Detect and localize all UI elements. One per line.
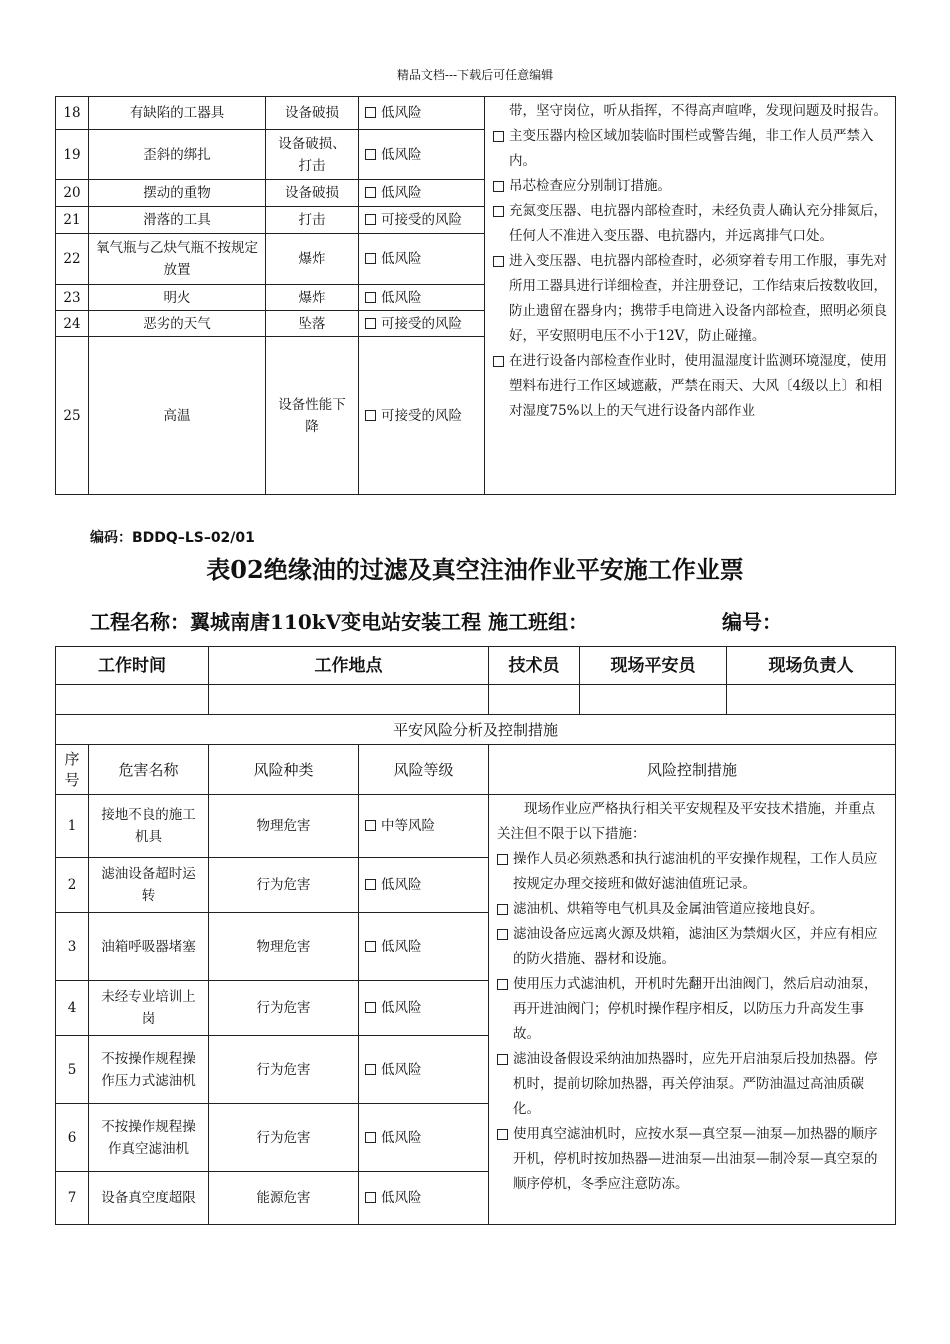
risk-level: 中等风险	[359, 795, 489, 858]
risk-level: 低风险	[359, 1036, 489, 1104]
measure-item: 滤油设备应远离火源及烘箱，滤油区为禁烟火区，并应有相应的防火措施、器材和设施。	[497, 922, 887, 972]
column-header-row	[56, 745, 896, 795]
work-ticket-table	[55, 646, 896, 1225]
checkbox-icon[interactable]	[365, 820, 376, 831]
header-row	[56, 647, 896, 685]
checkbox-icon[interactable]	[365, 410, 376, 421]
hazard-name: 滑落的工具	[89, 207, 266, 234]
row-no: 5	[56, 1036, 89, 1104]
measure-item: 操作人员必须熟悉和执行滤油机的平安操作规程，工作人员应按规定办理交接班和做好滤油值班记录。	[497, 847, 887, 897]
checkbox-icon[interactable]	[497, 1129, 508, 1140]
hazard-name: 滤油设备超时运转	[89, 858, 209, 913]
row-no: 2	[56, 858, 89, 913]
checkbox-icon[interactable]	[365, 318, 376, 329]
project-number-label: 编号：	[722, 610, 782, 634]
risk-level: 低风险	[359, 1104, 489, 1172]
measure-item: 带，坚守岗位，听从指挥，不得高声喧哗，发现问题及时报告。	[509, 103, 887, 119]
control-measures	[485, 97, 896, 495]
risk-level: 低风险	[359, 913, 489, 981]
control-measures	[489, 795, 896, 1225]
row-no: 1	[56, 795, 89, 858]
risk-type: 物理危害	[209, 913, 359, 981]
risk-type: 行为危害	[209, 981, 359, 1036]
col-header-no: 序号	[56, 745, 89, 795]
checkbox-icon[interactable]	[365, 879, 376, 890]
safety-officer-field[interactable]	[580, 685, 727, 715]
col-header-measures: 风险控制措施	[489, 745, 896, 795]
risk-level: 低风险	[359, 858, 489, 913]
header-site-manager: 现场负责人	[727, 647, 896, 685]
risk-type: 行为危害	[209, 1104, 359, 1172]
row-no: 25	[56, 337, 89, 495]
hazard-name: 摆动的重物	[89, 180, 266, 207]
checkbox-icon[interactable]	[493, 131, 504, 142]
row-no: 24	[56, 311, 89, 337]
risk-type: 设备性能下降	[266, 337, 359, 495]
hazard-name: 不按操作规程操作压力式滤油机	[89, 1036, 209, 1104]
hazard-name: 歪斜的绑扎	[89, 130, 266, 180]
hazard-name: 未经专业培训上岗	[89, 981, 209, 1036]
hazard-name: 有缺陷的工器具	[89, 97, 266, 130]
page-title: 表02绝缘油的过滤及真空注油作业平安施工作业票	[206, 555, 744, 584]
risk-level: 可接受的风险	[359, 311, 485, 337]
checkbox-icon[interactable]	[493, 356, 504, 367]
checkbox-icon[interactable]	[493, 181, 504, 192]
row-no: 23	[56, 285, 89, 311]
checkbox-icon[interactable]	[493, 256, 504, 267]
measure-item: 滤油设备假设采纳油加热器时，应先开启油泵后投加热器。停机时，提前切除加热器，再关停油泵。严防油温过高油质碳化。	[497, 1047, 887, 1122]
hazard-name: 油箱呼吸器堵塞	[89, 913, 209, 981]
checkbox-icon[interactable]	[497, 979, 508, 990]
table-row	[56, 97, 896, 130]
risk-level: 可接受的风险	[359, 207, 485, 234]
risk-level: 低风险	[359, 130, 485, 180]
header-safety-officer: 现场平安员	[580, 647, 727, 685]
technician-field[interactable]	[489, 685, 580, 715]
row-no: 22	[56, 234, 89, 285]
hazard-name: 恶劣的天气	[89, 311, 266, 337]
col-header-hazard: 危害名称	[89, 745, 209, 795]
checkbox-icon[interactable]	[365, 292, 376, 303]
header-work-location: 工作地点	[209, 647, 489, 685]
hazard-name: 不按操作规程操作真空滤油机	[89, 1104, 209, 1172]
measure-item: 在进行设备内部检查作业时，使用温湿度计监测环境湿度，使用塑料布进行工作区域遮蔽，严禁在雨天、大风〔4级以上〕和相对湿度75%以上的天气进行设备内部作业	[493, 349, 887, 424]
section-title: 平安风险分析及控制措施	[56, 715, 896, 745]
measure-item: 充氮变压器、电抗器内部检查时，未经负责人确认充分排氮后，任何人不准进入变压器、电抗器内，并远离排气口处。	[493, 199, 887, 249]
table-row	[56, 795, 896, 858]
checkbox-icon[interactable]	[493, 206, 504, 217]
row-no: 19	[56, 130, 89, 180]
col-header-level: 风险等级	[359, 745, 489, 795]
row-no: 4	[56, 981, 89, 1036]
checkbox-icon[interactable]	[365, 187, 376, 198]
project-line: 工程名称：翼城南唐110kV变电站安装工程 施工班组：	[90, 610, 589, 634]
risk-level: 低风险	[359, 97, 485, 130]
risk-type: 爆炸	[266, 285, 359, 311]
checkbox-icon[interactable]	[365, 1064, 376, 1075]
measure-item: 主变压器内检区域加装临时围栏或警告绳，非工作人员严禁入内。	[493, 124, 887, 174]
row-no: 18	[56, 97, 89, 130]
site-manager-field[interactable]	[727, 685, 896, 715]
risk-type: 设备破损	[266, 97, 359, 130]
risk-type: 设备破损	[266, 180, 359, 207]
row-no: 20	[56, 180, 89, 207]
risk-type: 设备破损、打击	[266, 130, 359, 180]
work-time-field[interactable]	[56, 685, 209, 715]
section-row	[56, 715, 896, 745]
measure-item: 使用压力式滤油机，开机时先翻开出油阀门，然后启动油泵，再开进油阀门；停机时操作程序相反，以防压力升高发生事故。	[497, 972, 887, 1047]
checkbox-icon[interactable]	[365, 253, 376, 264]
checkbox-icon[interactable]	[365, 1192, 376, 1203]
risk-type: 爆炸	[266, 234, 359, 285]
risk-type: 打击	[266, 207, 359, 234]
risk-level: 可接受的风险	[359, 337, 485, 495]
checkbox-icon[interactable]	[497, 929, 508, 940]
risk-level: 低风险	[359, 1172, 489, 1225]
row-no: 6	[56, 1104, 89, 1172]
document-code: 编码：BDDQ–LS–02/01	[90, 530, 255, 546]
checkbox-icon[interactable]	[365, 149, 376, 160]
risk-type: 能源危害	[209, 1172, 359, 1225]
risk-table-continued	[55, 96, 896, 495]
risk-type: 坠落	[266, 311, 359, 337]
risk-level: 低风险	[359, 180, 485, 207]
work-location-field[interactable]	[209, 685, 489, 715]
risk-type: 行为危害	[209, 858, 359, 913]
hazard-name: 明火	[89, 285, 266, 311]
risk-level: 低风险	[359, 285, 485, 311]
checkbox-icon[interactable]	[497, 904, 508, 915]
checkbox-icon[interactable]	[365, 1002, 376, 1013]
col-header-type: 风险种类	[209, 745, 359, 795]
hazard-name: 接地不良的施工机具	[89, 795, 209, 858]
checkbox-icon[interactable]	[365, 107, 376, 118]
row-no: 7	[56, 1172, 89, 1225]
measure-item: 使用真空滤油机时，应按水泵—真空泵—油泵—加热器的顺序开机，停机时按加热器—进油泵—出油泵—制冷泵—真空泵的顺序停机，冬季应注意防冻。	[497, 1122, 887, 1197]
header-work-time: 工作时间	[56, 647, 209, 685]
checkbox-icon[interactable]	[365, 1132, 376, 1143]
checkbox-icon[interactable]	[497, 1054, 508, 1065]
checkbox-icon[interactable]	[365, 941, 376, 952]
hazard-name: 氧气瓶与乙炔气瓶不按规定放置	[89, 234, 266, 285]
header-technician: 技术员	[489, 647, 580, 685]
hazard-name: 高温	[89, 337, 266, 495]
header-note: 精品文档---下载后可任意编辑	[396, 68, 554, 82]
row-no: 21	[56, 207, 89, 234]
header-value-row	[56, 685, 896, 715]
measure-item: 吊芯检查应分别制订措施。	[493, 174, 887, 199]
measures-intro: 现场作业应严格执行相关平安规程及平安技术措施，并重点关注但不限于以下措施：	[497, 801, 875, 842]
row-no: 3	[56, 913, 89, 981]
risk-type: 行为危害	[209, 1036, 359, 1104]
risk-type: 物理危害	[209, 795, 359, 858]
risk-level: 低风险	[359, 234, 485, 285]
checkbox-icon[interactable]	[497, 854, 508, 865]
measure-item: 滤油机、烘箱等电气机具及金属油管道应接地良好。	[497, 897, 887, 922]
measure-item: 进入变压器、电抗器内部检查时，必须穿着专用工作服，事先对所用工器具进行详细检查，并注册登记，工作结束后按数收回，防止遗留在器身内；携带手电筒进入设备内部检查，照明必须良好，平安照明电压不小于12V，防止碰撞。	[493, 249, 887, 349]
hazard-name: 设备真空度超限	[89, 1172, 209, 1225]
checkbox-icon[interactable]	[365, 214, 376, 225]
risk-level: 低风险	[359, 981, 489, 1036]
